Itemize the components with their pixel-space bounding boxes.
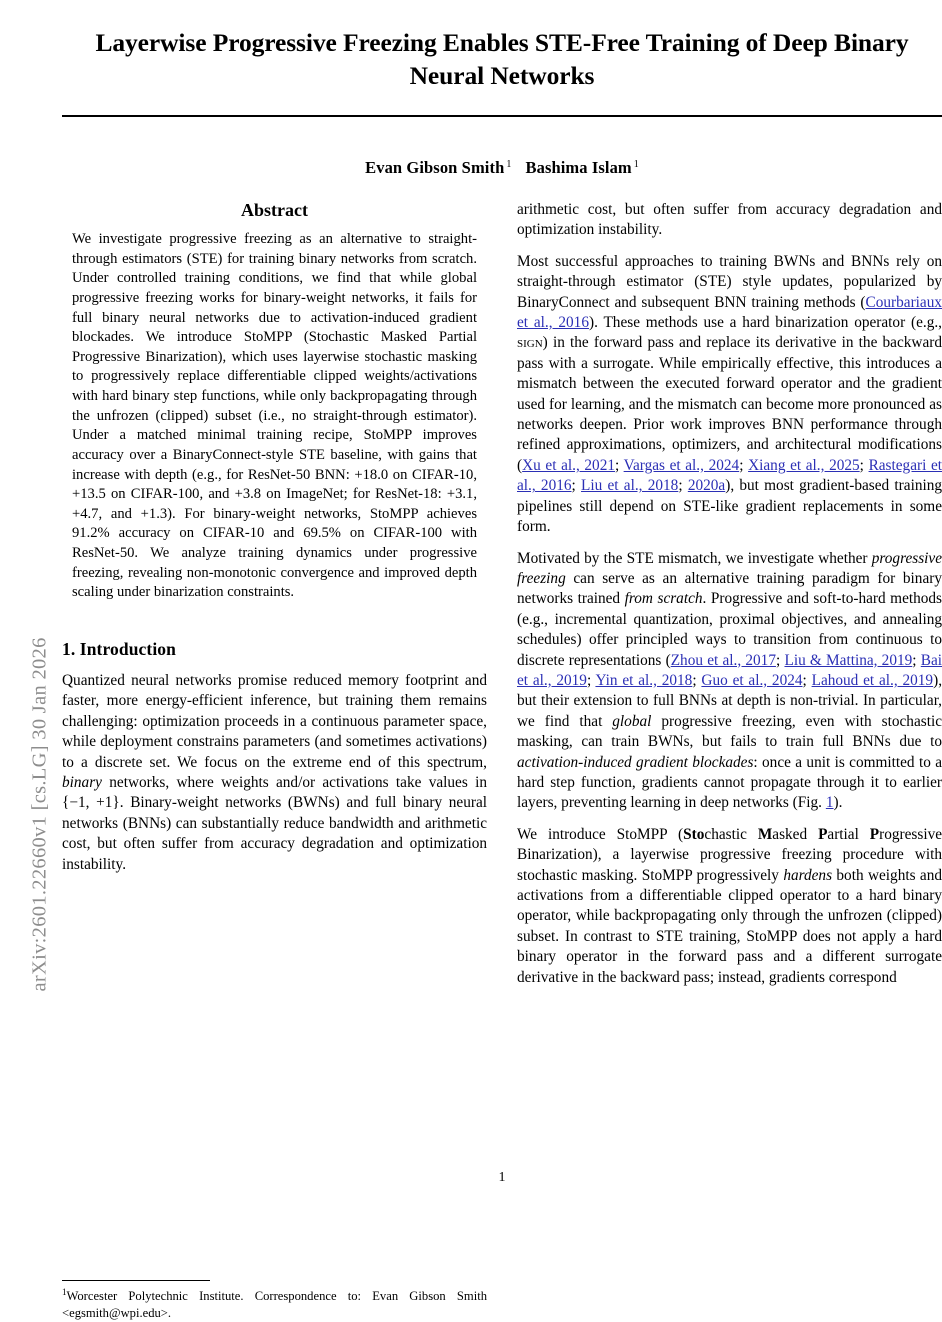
citation-separator: ; bbox=[859, 456, 869, 474]
body-paragraph-ste-approaches bbox=[517, 252, 942, 538]
paragraph-text: ) in the forward pass and replace its derivative in the backward pass with a surrogate. While empirically effective, this introduces a mismatch between the executed forward operator and the gradient used for learning, and the mismatch can become more pronounced as networks deepen. Prior work improves BNN performance through refined approximations, optimizers, and architectural modifications ( bbox=[517, 334, 942, 474]
operator-sign: sign bbox=[517, 334, 543, 352]
paragraph-text: ), but their extension to full BNNs at depth is non-trivial. In particular, we find that bbox=[517, 671, 942, 730]
arxiv-stamp-text: arXiv:2601.22660v1 [cs.LG] 30 Jan 2026 bbox=[28, 637, 51, 992]
paragraph-text: both weights and activations from a differentiable clipped operator to a hard binary operator, while backpropagating only through the unfrozen (clipped) subset. In contrast to STE training, StoMPP does not apply a hard binary operator in the forward pass and a different surrogate derivative in the backward pass; instead, gradients correspond bbox=[517, 866, 942, 986]
citation-separator: ; bbox=[802, 671, 812, 689]
author-list bbox=[62, 158, 942, 178]
footnote-body: Worcester Polytechnic Institute. Correspondence to: Evan Gibson Smith <egsmith@wpi.edu>. bbox=[62, 1289, 487, 1320]
citation-link[interactable]: Lahoud et al., 2019 bbox=[811, 671, 934, 689]
paragraph-text: Most successful approaches to training BWNs and BNNs rely on straight-through estimator (STE) style updates, popularized by BinaryConnect and subsequent BNN training methods ( bbox=[517, 252, 942, 311]
page-number: 1 bbox=[498, 1170, 506, 1185]
paragraph-text: . Progressive and soft-to-hard methods (e.g., incremental quantization, proximal objectives, and annealing schedules) offer principled ways to transition from continuous to discrete representations ( bbox=[517, 590, 942, 669]
introduction-section bbox=[62, 639, 487, 875]
paragraph-text: chastic bbox=[704, 825, 758, 843]
paragraph-text: progressive freezing, even with stochastic masking, can train BWNs, but fails to train full BNNs due to bbox=[517, 712, 942, 751]
left-column bbox=[62, 200, 487, 1320]
italic-progressive-freezing: progressive freezing bbox=[517, 549, 942, 587]
abstract-heading: Abstract bbox=[241, 200, 308, 220]
paragraph-text: rogressive Binarization), a layerwise progressive freezing procedure with stochastic masking. StoMPP progressively bbox=[517, 825, 942, 884]
acronym-letter: P bbox=[869, 825, 880, 843]
citation-link[interactable]: Liu & Mattina, 2019 bbox=[784, 651, 913, 669]
author-affiliation-mark: 1 bbox=[506, 158, 512, 170]
intro-italic-binary: binary bbox=[62, 773, 102, 791]
citation-separator: ; bbox=[739, 456, 749, 474]
citation-link[interactable]: Bai et al., 2019 bbox=[517, 651, 942, 689]
citation-link[interactable]: Guo et al., 2024 bbox=[701, 671, 803, 689]
two-column-body bbox=[62, 200, 942, 1320]
author-name: Bashima Islam bbox=[525, 158, 632, 178]
citation-separator: ; bbox=[775, 651, 785, 669]
citation-link[interactable]: 2020a bbox=[687, 477, 726, 495]
citation-separator: ; bbox=[692, 671, 702, 689]
citation-separator: ; bbox=[678, 477, 688, 495]
citation-separator: ; bbox=[615, 456, 624, 474]
paragraph-text: Motivated by the STE mismatch, we investigate whether bbox=[517, 549, 872, 567]
introduction-paragraph bbox=[62, 671, 487, 875]
citation-separator: ; bbox=[571, 477, 582, 495]
italic-from-scratch: from scratch bbox=[624, 590, 703, 608]
body-paragraph-arithmetic-cost bbox=[517, 200, 942, 241]
acronym-letter: Sto bbox=[683, 825, 705, 843]
right-column bbox=[517, 200, 942, 988]
citation-link[interactable]: Yin et al., 2018 bbox=[595, 671, 693, 689]
intro-text-segment: Quantized neural networks promise reduced memory footprint and faster, more energy-efficient inference, but training them remains challenging: optimization proceeds in a continuous parameter space, while deployment constrains parameters (and sometimes activations) to a discrete set. We focus on the extreme end of this spectrum, bbox=[62, 671, 487, 771]
introduction-heading: 1. Introduction bbox=[62, 638, 176, 659]
paragraph-text: arithmetic cost, but often suffer from accuracy degradation and optimization instability. bbox=[517, 201, 942, 239]
paper-page bbox=[62, 0, 942, 1320]
paragraph-text: asked bbox=[772, 825, 819, 843]
paragraph-text: artial bbox=[827, 825, 870, 843]
paragraph-text: ). These methods use a hard binarization operator (e.g., bbox=[588, 314, 942, 332]
page-title: Layerwise Progressive Freezing Enables STE-Free Training of Deep Binary Neural Networks bbox=[95, 28, 909, 91]
citation-link[interactable]: Courbariaux et al., 2016 bbox=[517, 293, 942, 332]
intro-text-segment: networks, where weights and/or activations take values in {−1, +1}. Binary-weight networks (BWNs) and full binary neural networks (BNNs) can substantially reduce bandwidth and arithmetic cost, but often suffer from accuracy degradation and optimization instability. bbox=[62, 773, 487, 873]
acronym-letter: P bbox=[818, 825, 828, 843]
italic-hardens: hardens bbox=[783, 866, 833, 884]
citation-link[interactable]: Zhou et al., 2017 bbox=[670, 651, 776, 669]
paragraph-text: ). bbox=[833, 794, 843, 812]
footnote-text bbox=[62, 1287, 487, 1322]
paragraph-text: ), but most gradient-based training pipelines still depend on STE-like gradient replacements in some form. bbox=[517, 477, 942, 536]
author-name: Evan Gibson Smith bbox=[365, 158, 505, 178]
citation-separator: ; bbox=[586, 671, 596, 689]
paragraph-text: We introduce StoMPP ( bbox=[517, 825, 684, 843]
italic-gradient-blockades: activation-induced gradient blockades bbox=[517, 753, 754, 771]
citation-link[interactable]: Xiang et al., 2025 bbox=[748, 456, 860, 474]
author-affiliation-mark: 1 bbox=[633, 158, 639, 170]
body-paragraph-stompp-intro bbox=[517, 825, 942, 988]
figure-reference-link[interactable]: 1 bbox=[825, 794, 834, 812]
citation-separator: ; bbox=[912, 651, 921, 669]
paragraph-text: : once a unit is committed to a hard step function, gradients cannot propagate through it to earlier layers, preventing learning in deep networks (Fig. bbox=[517, 753, 942, 812]
paragraph-text: can serve as an alternative training paradigm for binary networks trained bbox=[517, 569, 942, 608]
footnote-block bbox=[62, 1280, 487, 1322]
italic-global: global bbox=[612, 712, 652, 730]
footnote-mark: 1 bbox=[62, 1287, 67, 1297]
citation-link[interactable]: Vargas et al., 2024 bbox=[623, 456, 740, 474]
citation-link[interactable]: Rastegari et al., 2016 bbox=[517, 456, 942, 495]
abstract-text: We investigate progressive freezing as an alternative to straight-through estimators (STE) for training binary networks from scratch. Under controlled training conditions, we find that while global progressive freezing works for binary-weight networks, it fails for full binary neural networks due to activation-induced gradient blockades. We introduce StoMPP (Stochastic Masked Partial Progressive Binarization), which uses layerwise stochastic masking to progressively replace differentiable clipped weights/activations with hard binary step functions, while only backpropagating through the unfrozen (clipped) subset (i.e., no straight-through estimator). Under a matched minimal training recipe, StoMPP improves accuracy over a BinaryConnect-style STE baseline, with gains that increase with depth (e.g., for ResNet-50 BNN: +18.0 on CIFAR-10, +13.5 on CIFAR-100, and +3.8 on ImageNet; for ResNet-18: +3.1, +4.7, and +1.3). For binary-weight networks, StoMPP achieves 91.2% accuracy on CIFAR-10 and 69.5% on CIFAR-100 with ResNet-50. We analyze training dynamics under progressive freezing, revealing non-monotonic convergence and improved depth scaling under binarization constraints. bbox=[72, 231, 477, 601]
citation-link[interactable]: Xu et al., 2021 bbox=[522, 456, 616, 474]
citation-link[interactable]: Liu et al., 2018 bbox=[581, 477, 679, 495]
body-paragraph-progressive-freezing bbox=[517, 549, 942, 814]
arxiv-stamp bbox=[0, 0, 60, 1200]
acronym-letter: M bbox=[757, 825, 773, 843]
title-divider bbox=[62, 115, 942, 117]
title-block bbox=[62, 0, 942, 117]
footnote-divider bbox=[62, 1280, 210, 1281]
